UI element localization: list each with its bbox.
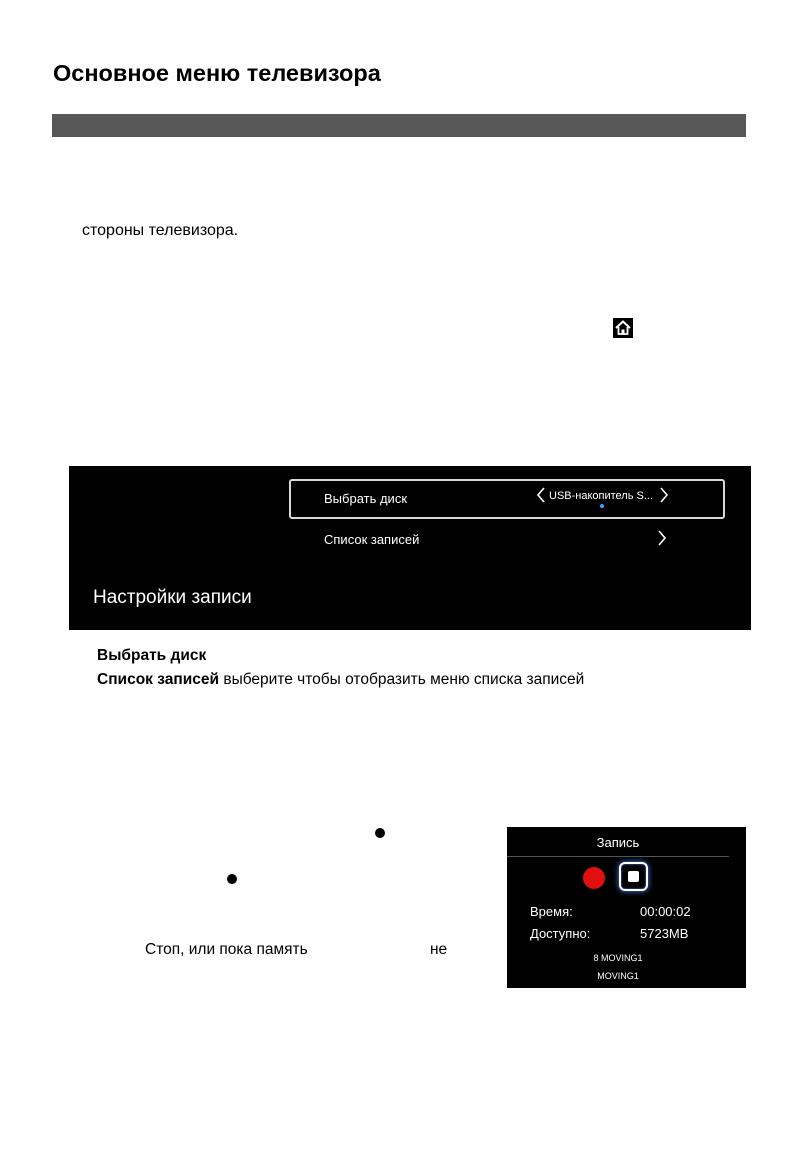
- chevron-right-icon[interactable]: [658, 486, 670, 504]
- home-icon: [613, 318, 633, 338]
- chevron-left-icon[interactable]: [535, 486, 547, 504]
- instruction-text: Стоп, или пока память: [145, 941, 308, 958]
- time-label: Время:: [530, 904, 573, 919]
- record-list-description: [97, 671, 584, 689]
- select-disk-label: Выбрать диск: [324, 491, 408, 506]
- recording-item: MOVING1: [597, 971, 639, 981]
- recording-settings-screen: [69, 466, 751, 630]
- record-dot-icon: [227, 874, 237, 884]
- recording-title: Запись: [596, 835, 640, 850]
- record-button[interactable]: [583, 867, 605, 889]
- record-list-term: Список записей: [97, 671, 220, 688]
- record-dot-icon: [375, 828, 385, 838]
- page-indicator-dot: [600, 504, 604, 508]
- recording-item: 8 MOVING1: [593, 953, 643, 963]
- instruction-text: не: [430, 941, 448, 958]
- divider: [507, 856, 729, 857]
- chevron-right-icon[interactable]: [656, 529, 668, 547]
- time-value: 00:00:02: [640, 904, 691, 919]
- select-disk-row[interactable]: [289, 479, 725, 519]
- section-bar: [52, 114, 746, 137]
- select-disk-value: USB-накопитель S...: [549, 490, 654, 502]
- record-list-label[interactable]: Список записей: [324, 532, 420, 547]
- stop-button[interactable]: [619, 862, 648, 891]
- select-disk-term: Выбрать диск: [97, 647, 207, 664]
- body-text: стороны телевизора.: [82, 222, 239, 239]
- record-list-text: выберите чтобы отобразить меню списка записей: [223, 671, 585, 688]
- stop-icon: [628, 871, 639, 882]
- available-label: Доступно:: [530, 926, 591, 941]
- available-value: 5723MB: [640, 926, 689, 941]
- settings-title: Настройки записи: [93, 587, 252, 608]
- page-title: Основное меню телевизора: [53, 60, 381, 86]
- recording-panel: [507, 827, 746, 988]
- panel-edge: [729, 827, 746, 988]
